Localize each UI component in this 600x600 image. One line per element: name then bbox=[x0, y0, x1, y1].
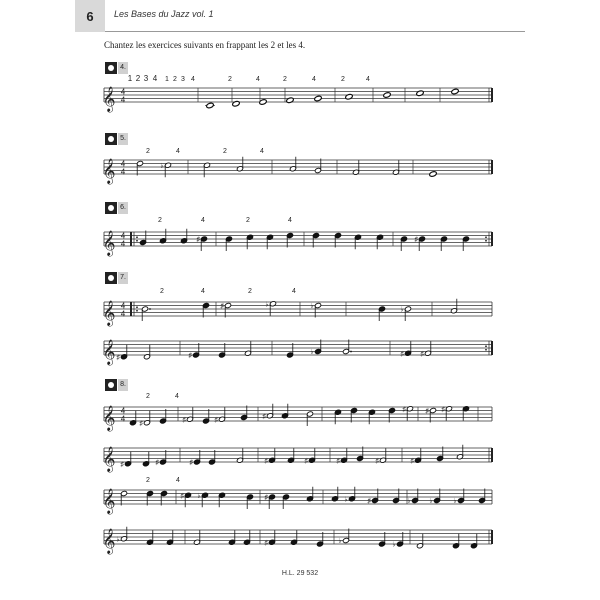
sharp-sign: ♯ bbox=[180, 492, 184, 500]
flat-sign: ♭ bbox=[310, 349, 314, 356]
count-label: 2 bbox=[146, 393, 150, 400]
count-label: 2 bbox=[246, 217, 250, 224]
count-label: 4 bbox=[191, 76, 195, 83]
repeat-dot bbox=[485, 349, 487, 351]
treble-clef-icon: 𝄞 bbox=[102, 339, 116, 364]
sharp-sign: ♯ bbox=[155, 459, 159, 467]
whole-note bbox=[286, 97, 294, 104]
staff bbox=[104, 302, 492, 316]
time-signature-bottom: 4 bbox=[120, 239, 126, 249]
staff bbox=[104, 341, 492, 355]
sharp-sign: ♯ bbox=[262, 413, 266, 421]
count-label: 2 bbox=[341, 76, 345, 83]
exercise-number: 8. bbox=[118, 379, 128, 391]
sharp-sign: ♯ bbox=[264, 494, 268, 502]
treble-clef-icon: 𝄞 bbox=[102, 158, 116, 183]
flat-sign: ♭ bbox=[392, 541, 396, 549]
sharp-sign: ♯ bbox=[400, 350, 404, 358]
whole-note bbox=[451, 88, 459, 95]
flat-sign: ♭ bbox=[407, 498, 411, 505]
dot bbox=[149, 308, 151, 310]
footer-catalog-ref: H.L. 29 532 bbox=[281, 570, 319, 577]
time-signature-top: 4 bbox=[120, 87, 126, 97]
time-signature-bottom: 4 bbox=[120, 309, 126, 319]
time-signature-top: 4 bbox=[120, 159, 126, 169]
treble-clef-icon: 𝄞 bbox=[102, 488, 116, 513]
repeat-dot bbox=[485, 240, 487, 242]
sharp-sign: ♯ bbox=[264, 539, 268, 547]
sharp-sign: ♯ bbox=[182, 416, 186, 424]
whole-note bbox=[314, 95, 322, 102]
treble-clef-icon: 𝄞 bbox=[102, 528, 116, 553]
count-label: 4 bbox=[256, 76, 260, 83]
sharp-sign: ♯ bbox=[189, 459, 193, 467]
exercise-number: 5. bbox=[118, 133, 128, 145]
count-label: 4 bbox=[288, 217, 292, 224]
sharp-sign: ♯ bbox=[410, 457, 414, 465]
count-label: 4 bbox=[366, 76, 370, 83]
sharp-sign: ♯ bbox=[139, 420, 143, 428]
count-label: 3 bbox=[143, 74, 149, 83]
instructions-text: Chantez les exercices suivants en frappant les 2 et les 4. bbox=[104, 40, 306, 50]
treble-clef-icon: 𝄞 bbox=[102, 86, 116, 111]
flat-sign: ♭ bbox=[429, 498, 433, 505]
sharp-sign: ♯ bbox=[304, 457, 308, 465]
flat-sign: ♭ bbox=[344, 496, 348, 504]
count-label: 2 bbox=[283, 76, 287, 83]
repeat-dot bbox=[136, 306, 138, 308]
sharp-sign: ♯ bbox=[220, 303, 224, 310]
exercise-number: 4. bbox=[118, 62, 128, 74]
page-number: 6 bbox=[75, 0, 105, 32]
time-signature-top: 4 bbox=[120, 301, 126, 311]
whole-note bbox=[232, 100, 240, 107]
repeat-dot bbox=[485, 236, 487, 238]
count-label: 2 bbox=[228, 76, 232, 83]
staff bbox=[104, 88, 492, 102]
count-label: 2 bbox=[173, 76, 177, 83]
flat-sign: ♭ bbox=[116, 536, 120, 544]
whole-note bbox=[383, 92, 391, 99]
count-label: 3 bbox=[181, 76, 185, 83]
count-label: 4 bbox=[176, 148, 180, 155]
sharp-sign: ♯ bbox=[414, 236, 418, 244]
count-label: 2 bbox=[158, 217, 162, 224]
sharp-sign: ♯ bbox=[196, 236, 200, 244]
count-label: 2 bbox=[146, 148, 150, 155]
flat-sign: ♭ bbox=[160, 162, 164, 170]
count-label: 4 bbox=[260, 148, 264, 155]
count-label: 4 bbox=[176, 477, 180, 484]
sharp-sign: ♯ bbox=[116, 354, 120, 362]
count-label: 4 bbox=[152, 74, 158, 83]
sharp-sign: ♯ bbox=[402, 406, 406, 414]
sharp-sign: ♯ bbox=[375, 457, 379, 465]
count-label: 2 bbox=[160, 288, 164, 295]
repeat-dot bbox=[136, 310, 138, 312]
count-label: 1 bbox=[127, 74, 133, 83]
time-signature-bottom: 4 bbox=[120, 414, 126, 424]
treble-clef-icon: 𝄞 bbox=[102, 300, 116, 325]
sharp-sign: ♯ bbox=[214, 416, 218, 424]
sharp-sign: ♯ bbox=[120, 461, 124, 469]
repeat-dot bbox=[485, 345, 487, 347]
count-label: 4 bbox=[312, 76, 316, 83]
count-label: 2 bbox=[135, 74, 141, 83]
treble-clef-icon: 𝄞 bbox=[102, 446, 116, 471]
whole-note bbox=[416, 90, 424, 97]
time-signature-bottom: 4 bbox=[120, 167, 126, 177]
count-label: 2 bbox=[248, 288, 252, 295]
flat-sign: ♭ bbox=[338, 538, 342, 545]
time-signature-top: 4 bbox=[120, 406, 126, 416]
time-signature-bottom: 4 bbox=[120, 95, 126, 105]
treble-clef-icon: 𝄞 bbox=[102, 405, 116, 430]
sharp-sign: ♯ bbox=[425, 408, 429, 415]
staff bbox=[104, 530, 492, 544]
time-signature-top: 4 bbox=[120, 231, 126, 241]
repeat-dot bbox=[136, 236, 138, 238]
whole-note bbox=[345, 93, 353, 100]
count-label: 4 bbox=[201, 217, 205, 224]
exercise-number: 6. bbox=[118, 202, 128, 214]
flat-sign: ♭ bbox=[265, 301, 269, 309]
sharp-sign: ♯ bbox=[188, 352, 192, 360]
flat-sign: ♭ bbox=[400, 306, 404, 314]
whole-note bbox=[429, 171, 437, 178]
sharp-sign: ♯ bbox=[264, 457, 268, 465]
flat-sign: ♭ bbox=[310, 303, 314, 310]
count-label: 2 bbox=[146, 477, 150, 484]
running-header-title: Les Bases du Jazz vol. 1 bbox=[114, 9, 214, 19]
exercise-number: 7. bbox=[118, 272, 128, 284]
dot bbox=[350, 351, 352, 353]
count-label: 4 bbox=[175, 393, 179, 400]
count-label: 4 bbox=[292, 288, 296, 295]
count-label: 4 bbox=[201, 288, 205, 295]
sharp-sign: ♯ bbox=[420, 350, 424, 358]
sharp-sign: ♯ bbox=[367, 498, 371, 505]
sharp-sign: ♯ bbox=[441, 406, 445, 414]
treble-clef-icon: 𝄞 bbox=[102, 230, 116, 255]
sharp-sign: ♯ bbox=[336, 457, 340, 465]
repeat-dot bbox=[136, 240, 138, 242]
whole-note bbox=[206, 102, 214, 109]
flat-sign: ♭ bbox=[453, 498, 457, 505]
flat-sign: ♭ bbox=[197, 492, 201, 500]
count-label: 1 bbox=[165, 76, 169, 83]
count-label: 2 bbox=[223, 148, 227, 155]
